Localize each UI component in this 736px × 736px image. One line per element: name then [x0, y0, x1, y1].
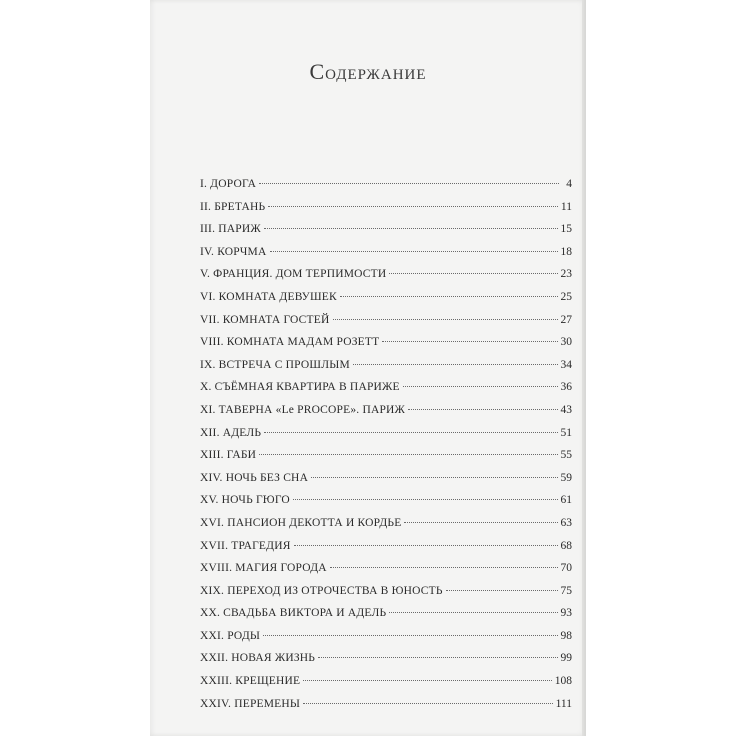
- toc-entry: [200, 178, 572, 201]
- toc-entry-title: I. ДОРОГА: [200, 178, 257, 190]
- toc-entry: [200, 698, 572, 721]
- toc-entry: [200, 314, 572, 337]
- page-edge: [582, 0, 586, 736]
- toc-entry-page: 4: [566, 178, 572, 190]
- dot-leader: [259, 183, 559, 184]
- toc-entry-title: IV. КОРЧМА: [200, 245, 267, 258]
- toc-entry: [200, 494, 572, 517]
- toc-entry: [200, 472, 572, 495]
- toc-entry: [200, 246, 572, 269]
- toc-entry: [200, 268, 572, 291]
- toc-entry-page: 59: [560, 471, 572, 484]
- toc-entry: [200, 223, 572, 246]
- toc-entry: [200, 404, 572, 427]
- dot-leader: [293, 499, 558, 500]
- toc-entry-title: X. СЪЁМНАЯ КВАРТИРА В ПАРИЖЕ: [200, 381, 400, 394]
- dot-leader: [333, 319, 558, 320]
- dot-leader: [303, 703, 552, 704]
- dot-leader: [408, 409, 557, 410]
- toc-entry-title: XIV. НОЧЬ БЕЗ СНА: [200, 471, 309, 484]
- toc-entry: [200, 336, 572, 359]
- toc-entry-title: XX. СВАДЬБА ВИКТОРА И АДЕЛЬ: [200, 607, 387, 620]
- toc-entry-page: 18: [560, 245, 572, 258]
- toc-entry: [200, 201, 572, 224]
- toc-entry-title: V. ФРАНЦИЯ. ДОМ ТЕРПИМОСТИ: [200, 268, 387, 281]
- toc-entry-page: 30: [560, 336, 572, 349]
- dot-leader: [389, 612, 557, 613]
- toc-entry-title: XXII. НОВАЯ ЖИЗНЬ: [200, 652, 316, 665]
- toc-entry: [200, 427, 572, 450]
- toc-entry-page: 98: [560, 629, 572, 642]
- toc-entry-title: III. ПАРИЖ: [200, 223, 261, 236]
- dot-leader: [311, 477, 557, 478]
- dot-leader: [264, 432, 557, 433]
- dot-leader: [330, 567, 558, 568]
- toc-entry-title: II. БРЕТАНЬ: [200, 200, 266, 213]
- toc-entry-page: 99: [560, 652, 572, 665]
- toc-entry-title: XXI. РОДЫ: [200, 629, 261, 642]
- toc-entry-page: 51: [560, 426, 572, 439]
- toc-entry: [200, 630, 572, 653]
- dot-leader: [382, 341, 557, 342]
- toc-entry: [200, 675, 572, 698]
- dot-leader: [264, 228, 558, 229]
- toc-entry: [200, 562, 572, 585]
- toc-entry-title: XV. НОЧЬ ГЮГО: [200, 494, 290, 507]
- toc-entry-page: 70: [560, 562, 572, 575]
- table-of-contents: [200, 178, 572, 720]
- dot-leader: [404, 522, 557, 523]
- toc-entry: [200, 291, 572, 314]
- toc-entry-title: XII. АДЕЛЬ: [200, 426, 262, 439]
- toc-entry-title: XIII. ГАБИ: [200, 449, 257, 462]
- toc-entry-title: XIX. ПЕРЕХОД ИЗ ОТРОЧЕСТВА В ЮНОСТЬ: [200, 584, 443, 597]
- page-title: Содержание: [309, 58, 427, 84]
- toc-entry-page: 27: [560, 313, 572, 326]
- toc-entry-title: XXIII. КРЕЩЕНИЕ: [200, 675, 301, 688]
- dot-leader: [389, 273, 557, 274]
- toc-entry-page: 43: [560, 403, 572, 416]
- toc-entry-page: 68: [560, 539, 572, 552]
- dot-leader: [270, 251, 558, 252]
- dot-leader: [318, 657, 557, 658]
- toc-entry-page: 55: [560, 449, 572, 462]
- toc-entry-page: 63: [560, 516, 572, 529]
- toc-entry-page: 93: [560, 607, 572, 620]
- toc-entry: [200, 359, 572, 382]
- toc-entry: [200, 381, 572, 404]
- toc-entry-title: XI. ТАВЕРНА «Le PROCOPE». ПАРИЖ: [200, 403, 406, 416]
- toc-entry-page: 61: [560, 494, 572, 507]
- toc-entry-page: 23: [560, 268, 572, 281]
- dot-leader: [340, 296, 558, 297]
- toc-entry: [200, 652, 572, 675]
- toc-entry: [200, 607, 572, 630]
- dot-leader: [294, 545, 558, 546]
- toc-entry-title: VII. КОМНАТА ГОСТЕЙ: [200, 313, 330, 326]
- toc-entry-title: XVIII. МАГИЯ ГОРОДА: [200, 562, 327, 575]
- toc-entry: [200, 449, 572, 472]
- toc-entry: [200, 540, 572, 563]
- toc-entry-title: VIII. КОМНАТА МАДАМ РОЗЕТТ: [200, 336, 380, 349]
- dot-leader: [268, 206, 558, 207]
- dot-leader: [403, 386, 558, 387]
- dot-leader: [263, 635, 557, 636]
- dot-leader: [259, 454, 557, 455]
- toc-entry-page: 36: [560, 381, 572, 394]
- dot-leader: [353, 364, 558, 365]
- toc-entry-page: 111: [555, 697, 572, 710]
- toc-entry-page: 108: [554, 675, 572, 688]
- toc-entry-page: 11: [560, 200, 572, 213]
- toc-entry-title: IX. ВСТРЕЧА С ПРОШЛЫМ: [200, 358, 350, 371]
- toc-entry-page: 34: [560, 358, 572, 371]
- toc-entry-title: XVII. ТРАГЕДИЯ: [200, 539, 291, 552]
- toc-entry-title: XVI. ПАНСИОН ДЕКОТТА И КОРДЬЕ: [200, 516, 402, 529]
- toc-entry-page: 15: [560, 223, 572, 236]
- dot-leader: [303, 680, 552, 681]
- toc-entry-title: VI. КОМНАТА ДЕВУШЕК: [200, 290, 337, 303]
- toc-entry-page: 25: [560, 290, 572, 303]
- toc-entry-title: XXIV. ПЕРЕМЕНЫ: [200, 697, 301, 710]
- toc-entry-page: 75: [560, 584, 572, 597]
- toc-entry: [200, 517, 572, 540]
- dot-leader: [446, 590, 558, 591]
- toc-entry: [200, 585, 572, 608]
